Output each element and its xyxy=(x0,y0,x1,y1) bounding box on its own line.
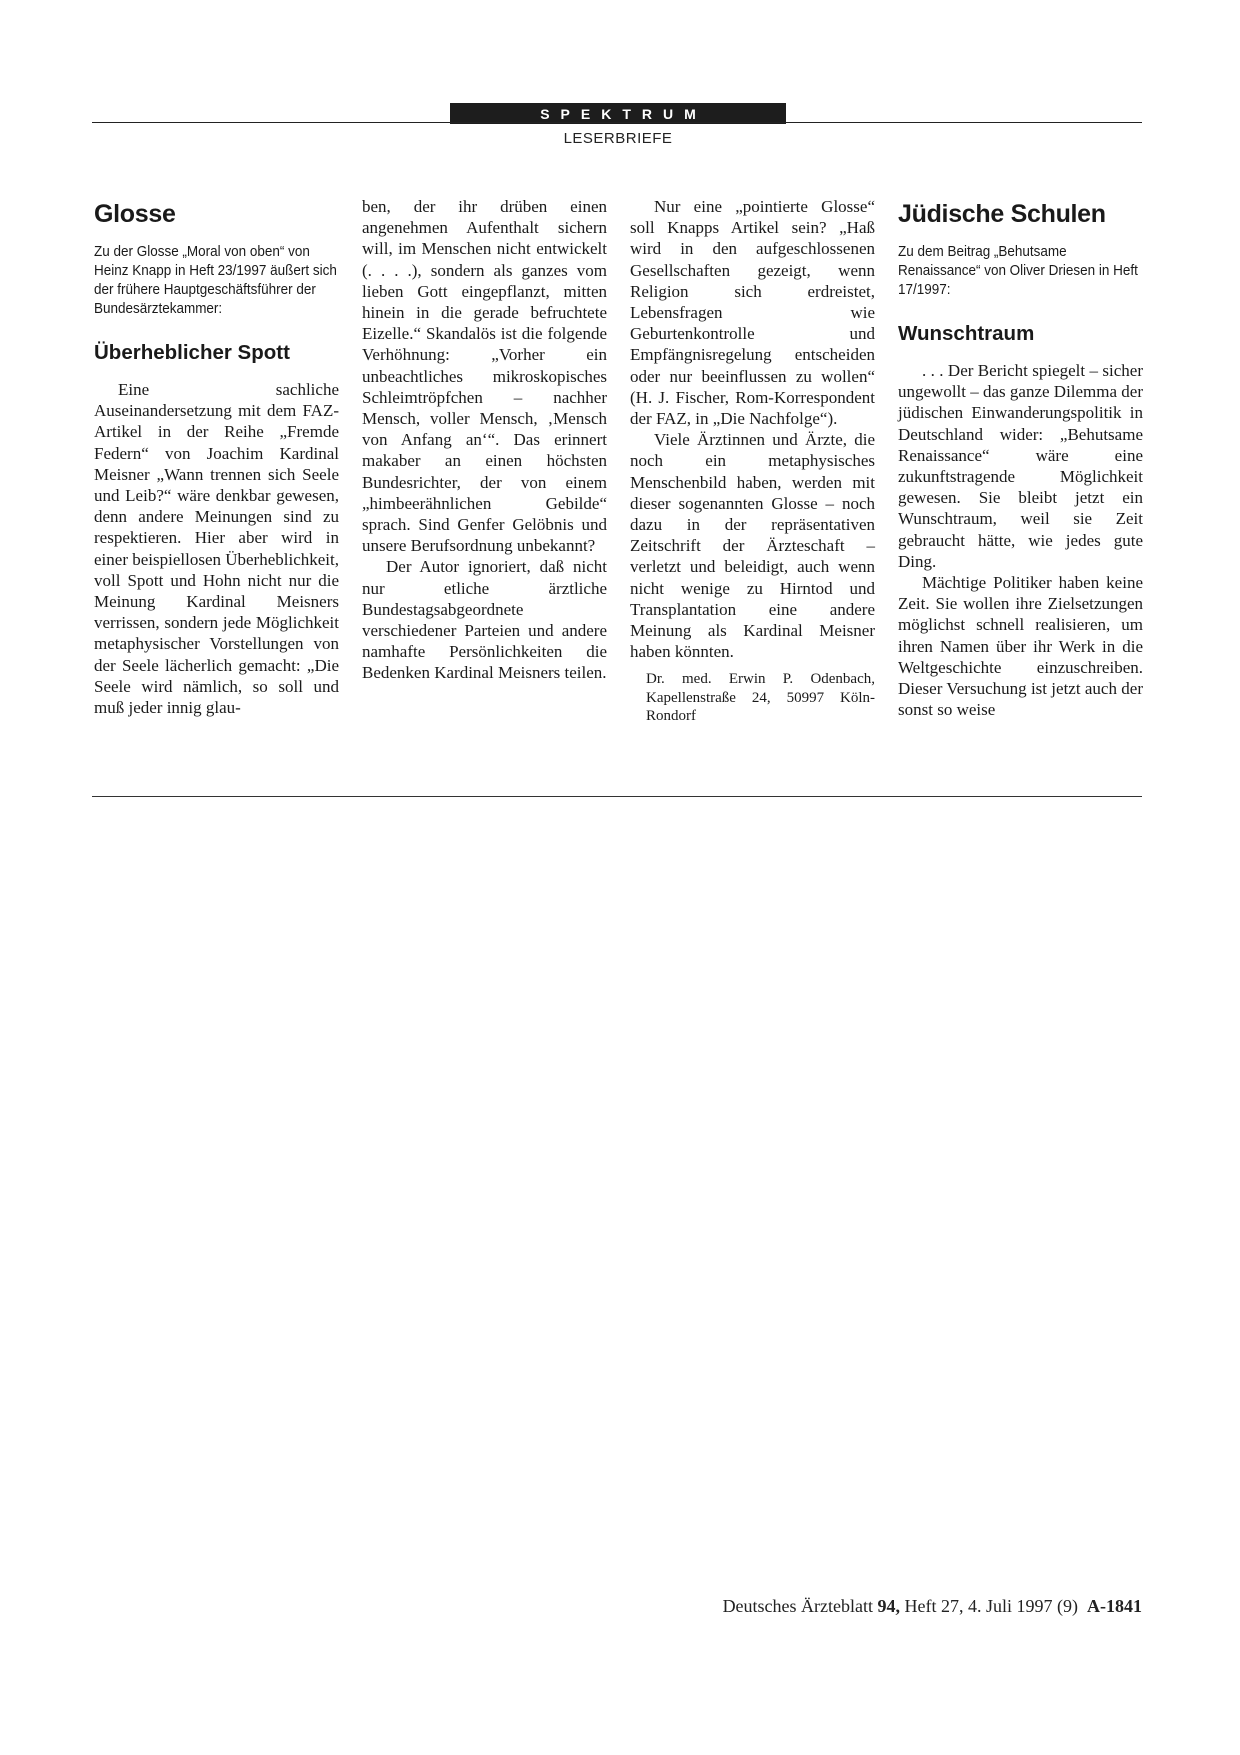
journal-name: Deutsches Ärzteblatt xyxy=(722,1596,874,1616)
header-rule xyxy=(92,122,1142,123)
article-intro: Zu dem Beitrag „Behutsame Renaissance“ von Oliver Driesen in Heft 17/1997: xyxy=(898,244,1138,298)
column-2 xyxy=(362,196,607,684)
column-4 xyxy=(898,196,1143,720)
paragraph: Der Autor ignoriert, daß nicht nur etliche ärztliche Bundestagsabgeordnete verschiedener Parteien und andere namhafte Persönlichkeiten die Bedenken Kardinal Meisners teilen. xyxy=(362,557,607,683)
column-1 xyxy=(94,196,339,718)
volume-number: 94, xyxy=(877,1596,901,1616)
paragraph: Mächtige Politiker haben keine Zeit. Sie wollen ihre Zielsetzungen möglichst schnell realisieren, um ihren Namen über ihr Werk in die Weltgeschichte einzuschreiben. Dieser Versuchung ist jetzt auch der sonst so weise xyxy=(898,573,1143,720)
section-title: SPEKTRUM xyxy=(540,105,707,122)
page-footer xyxy=(723,1596,1142,1617)
article-heading: Glosse xyxy=(94,200,176,228)
paragraph: Eine sachliche Auseinandersetzung mit dem FAZ-Artikel in der Reihe „Fremde Federn“ von Joachim Kardinal Meisner „Wann trennen sich Seele und Leib?“ wäre denkbar gewesen, denn andere Meinungen sind zu respektieren. Hier aber wird in einer beispiellosen Überheblichkeit, voll Spott und Hohn nicht nur die Meinung Kardinal Meisners verrissen, sondern jede Möglichkeit metaphysischer Vorstellungen von der Seele lächerlich gemacht: „Die Seele wird nämlich, so soll und muß jeder innig glau- xyxy=(94,380,339,718)
paragraph: Nur eine „pointierte Glosse“ soll Knapps Artikel sein? „Haß wird in den aufgeschlossenen Gesellschaften gezeigt, wenn Religion sich erdreistet, Lebensfragen wie Geburtenkontrolle und Empfängnisregelung entscheiden oder nur beeinflussen zu wollen“ (H. J. Fischer, Rom-Korrespondent der FAZ, in „Die Nachfolge“). xyxy=(630,197,875,429)
subsection-title: LESERBRIEFE xyxy=(563,130,673,147)
paragraph: . . . Der Bericht spiegelt – sicher ungewollt – das ganze Dilemma der jüdischen Einwanderungspolitik in Deutschland wider: „Behutsame Renaissance“ wäre eine zukunftstragende Möglichkeit gewesen. Sie bleibt jetzt ein Wunschtraum, weil sie Zeit gebraucht hätte, wie jedes gute Ding. xyxy=(898,361,1144,571)
column-3 xyxy=(630,196,875,726)
article-columns xyxy=(94,196,1142,778)
page-number: A-1841 xyxy=(1087,1596,1142,1616)
paragraph: Viele Ärztinnen und Ärzte, die noch ein metaphysisches Menschenbild haben, werden mit dieser sogenannten Glosse – noch dazu in der repräsentativen Zeitschrift der Ärzteschaft – verletzt und beleidigt, auch wenn nicht wenige zu Hirntod und Transplantation eine andere Meinung als Kardinal Meisner haben könnten. xyxy=(630,430,875,662)
letter-title: Wunschtraum xyxy=(898,322,1035,345)
paragraph: ben, der ihr drüben einen angenehmen Aufenthalt sichern will, im Menschen nicht entwickelt (. . . .), sondern als ganzes vom lieben Gott eingepflanzt, mitten hinein in die gerade befruchtete Eizelle.“ Skandalös ist die folgende Verhöhnung: „Vorher ein unbeachtliches mikroskopisches Schleimtröpfchen – nachher Mensch, voller Mensch, ‚Mensch von Anfang an‘“. Das erinnert makaber an einen höchsten Bundesrichter, der von einem „himbeerähnlichen Gebilde“ sprach. Sind Genfer Gelöbnis und unsere Berufsordnung unbekannt? xyxy=(362,197,607,556)
footer-rule xyxy=(92,796,1142,797)
article-heading: Jüdische Schulen xyxy=(898,200,1106,228)
section-banner xyxy=(450,103,786,124)
issue-info: Heft 27, 4. Juli 1997 (9) xyxy=(904,1596,1078,1616)
article-intro: Zu der Glosse „Moral von oben“ von Heinz Knapp in Heft 23/1997 äußert sich der frühere Hauptgeschäftsführer der Bundesärztekammer: xyxy=(94,244,337,317)
letter-signature: Dr. med. Erwin P. Odenbach, Kapellenstraße 24, 50997 Köln-Rondorf xyxy=(646,671,875,725)
letter-title: Überheblicher Spott xyxy=(94,341,290,364)
